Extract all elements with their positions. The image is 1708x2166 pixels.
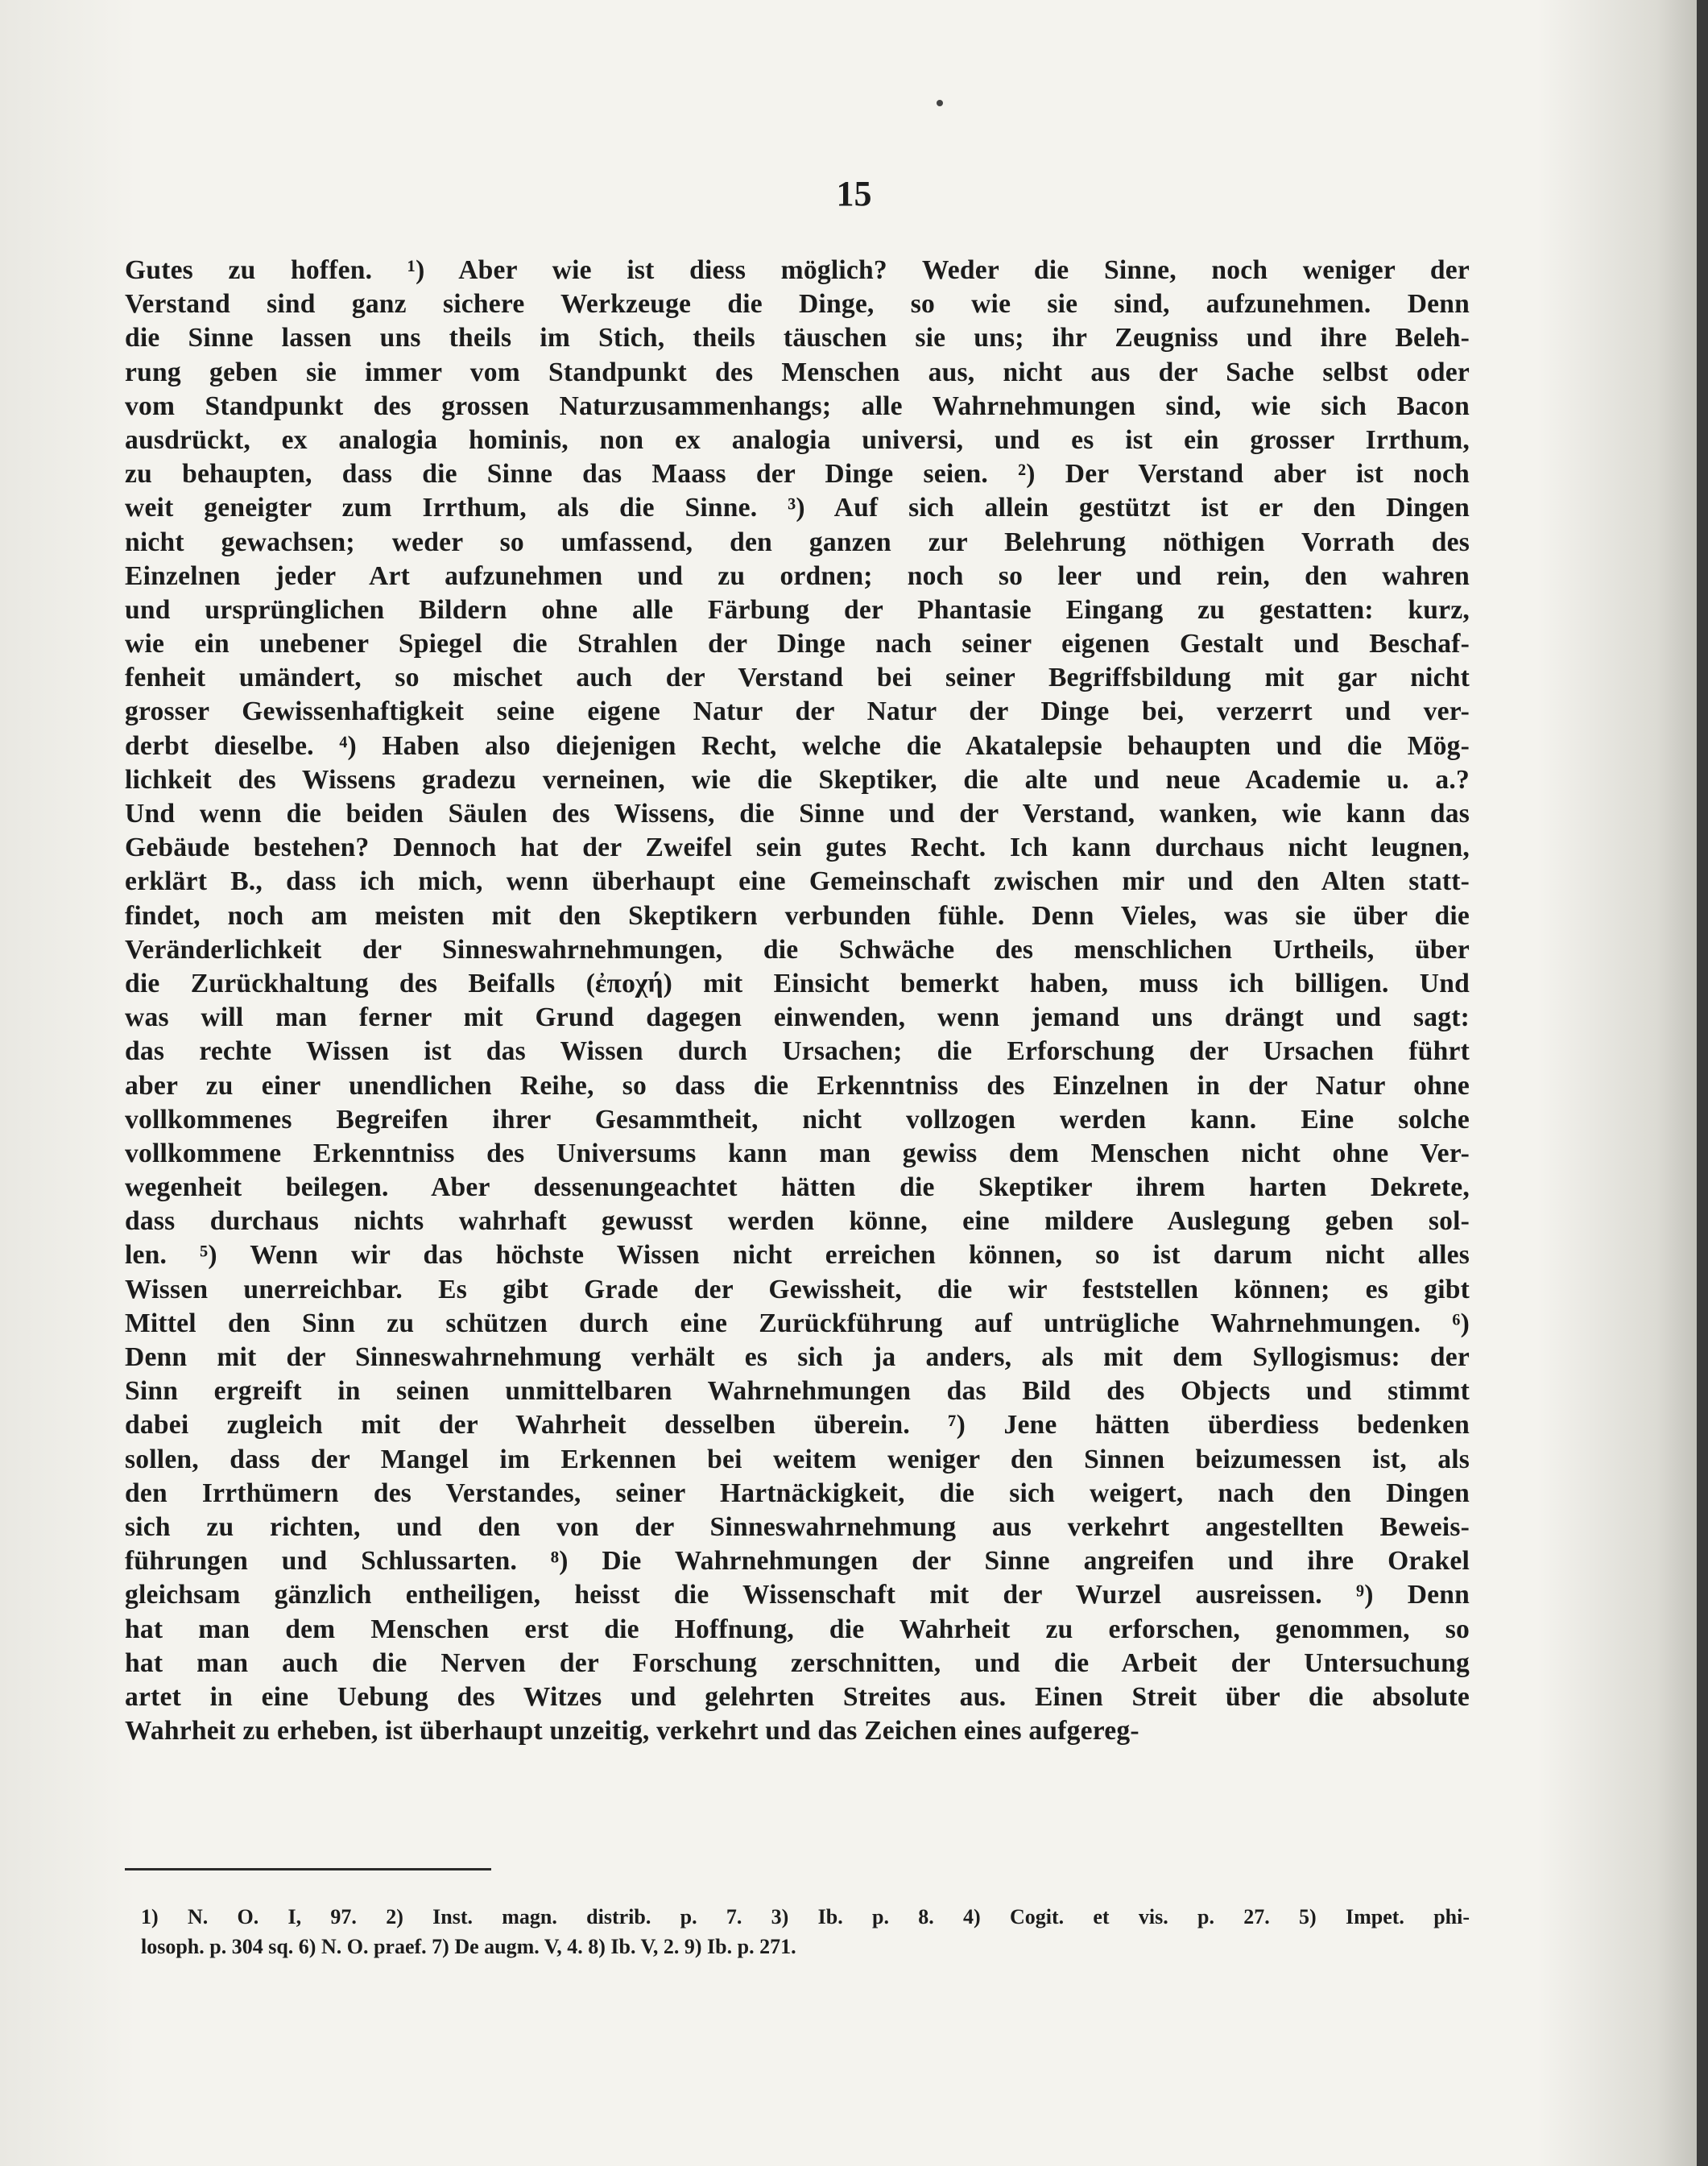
text-line: den Irrthümern des Verstandes, seiner Hartnäckigkeit, die sich weigert, nach den Dingen [125,1478,1470,1508]
text-line: Veränderlichkeit der Sinneswahrnehmungen, die Schwäche des menschlichen Urtheils, über [125,934,1470,965]
text-line: findet, noch am meisten mit den Skeptikern verbunden fühle. Denn Vieles, was sie über die [125,900,1470,931]
text-line: vollkommenes Begreifen ihrer Gesammtheit, nicht vollzogen werden kann. Eine solche [125,1104,1470,1135]
text-line: was will man ferner mit Grund dagegen einwenden, wenn jemand uns drängt und sagt: [125,1002,1470,1033]
text-line: dabei zugleich mit der Wahrheit desselben überein. ⁷) Jene hätten überdiess bedenken [125,1410,1470,1441]
text-line: artet in eine Uebung des Witzes und gelehrten Streites aus. Einen Streit über die absolute [125,1681,1470,1712]
text-line: Einzelnen jeder Art aufzunehmen und zu ordnen; noch so leer und rein, den wahren [125,560,1470,591]
text-line: weit geneigter zum Irrthum, als die Sinne. ³) Auf sich allein gestützt ist er den Dingen [125,493,1470,523]
text-line: zu behaupten, dass die Sinne das Maass der Dinge seien. ²) Der Verstand aber ist noch [125,459,1470,490]
text-line: ausdrückt, ex analogia hominis, non ex analogia universi, und es ist ein grosser Irrthum, [125,424,1470,455]
text-line: Verstand sind ganz sichere Werkzeuge die Dinge, so wie sie sind, aufzunehmen. Denn [125,289,1470,320]
text-line: vom Standpunkt des grossen Naturzusammenhangs; alle Wahrnehmungen sind, wie sich Bacon [125,391,1470,421]
text-line: hat man auch die Nerven der Forschung zerschnitten, und die Arbeit der Untersuchung [125,1647,1470,1678]
page-number: 15 [836,174,872,213]
text-line: wegenheit beilegen. Aber dessenungeachtet hätten die Skeptiker ihrem harten Dekrete, [125,1172,1470,1203]
text-line: aber zu einer unendlichen Reihe, so dass die Erkenntniss des Einzelnen in der Natur ohne [125,1070,1470,1101]
text-line: die Zurückhaltung des Beifalls (ἐποχή) mit Einsicht bemerkt haben, muss ich billigen. Und [125,968,1470,998]
text-line: und ursprünglichen Bildern ohne alle Färbung der Phantasie Eingang zu gestatten: kurz, [125,594,1470,625]
text-line: hat man dem Menschen erst die Hoffnung, die Wahrheit zu erforschen, genommen, so [125,1614,1470,1644]
text-line: fenheit umändert, so mischet auch der Verstand bei seiner Begriffsbildung mit gar nicht [125,663,1470,693]
text-line: das rechte Wissen ist das Wissen durch Ursachen; die Erforschung der Ursachen führt [125,1036,1470,1067]
text-line: dass durchaus nichts wahrhaft gewusst werden könne, eine mildere Auslegung geben sol- [125,1206,1470,1237]
text-line: die Sinne lassen uns theils im Stich, theils täuschen sie uns; ihr Zeugniss und ihre Beleh- [125,323,1470,353]
text-line: Wissen unerreichbar. Es gibt Grade der Gewissheit, die wir feststellen können; es gibt [125,1274,1470,1304]
text-line: Und wenn die beiden Säulen des Wissens, die Sinne und der Verstand, wanken, wie kann das [125,799,1470,829]
body-text [125,254,1470,1748]
text-line: rung geben sie immer vom Standpunkt des Menschen aus, nicht aus der Sache selbst oder [125,357,1470,387]
text-line: len. ⁵) Wenn wir das höchste Wissen nicht erreichen können, so ist darum nicht alles [125,1240,1470,1271]
text-line: nicht gewachsen; weder so umfassend, den ganzen zur Belehrung nöthigen Vorrath des [125,527,1470,557]
text-line: Gebäude bestehen? Dennoch hat der Zweifel sein gutes Recht. Ich kann durchaus nicht leugnen, [125,833,1470,863]
footnote-line: losoph. p. 304 sq. 6) N. O. praef. 7) De augm. V, 4. 8) Ib. V, 2. 9) Ib. p. 271. [141,1935,796,1958]
text-line: Sinn ergreift in seinen unmittelbaren Wahrnehmungen das Bild des Objects und stimmt [125,1376,1470,1407]
text-line: wie ein unebener Spiegel die Strahlen der Dinge nach seiner eigenen Gestalt und Beschaf- [125,629,1470,659]
text-line: gleichsam gänzlich entheiligen, heisst die Wissenschaft mit der Wurzel ausreissen. ⁹) Denn [125,1580,1470,1610]
text-line: derbt dieselbe. ⁴) Haben also diejenigen Recht, welche die Akatalepsie behaupten und die Mög- [125,730,1470,761]
text-line: Denn mit der Sinneswahrnehmung verhält es sich ja anders, als mit dem Syllogismus: der [125,1342,1470,1372]
text-line: Wahrheit zu erheben, ist überhaupt unzeitig, verkehrt und das Zeichen eines aufgereg- [125,1716,1139,1746]
footnotes [141,1902,1470,1961]
page-edge-shadow [1697,0,1708,2166]
text-line: grosser Gewissenhaftigkeit seine eigene Natur der Natur der Dinge bei, verzerrt und ver- [125,697,1470,727]
footnote-line: 1) N. O. I, 97. 2) Inst. magn. distrib. p. 7. 3) Ib. p. 8. 4) Cogit. et vis. p. 27. 5) Impet. phi- [141,1905,1470,1928]
footnote-rule [125,1868,491,1870]
text-line: Gutes zu hoffen. ¹) Aber wie ist diess möglich? Weder die Sinne, noch weniger der [125,255,1470,285]
text-line: vollkommene Erkenntniss des Universums kann man gewiss dem Menschen nicht ohne Ver- [125,1138,1470,1168]
text-line: sich zu richten, und den von der Sinneswahrnehmung aus verkehrt angestellten Beweis- [125,1511,1470,1542]
text-line: führungen und Schlussarten. ⁸) Die Wahrnehmungen der Sinne angreifen und ihre Orakel [125,1546,1470,1577]
text-line: erklärt B., dass ich mich, wenn überhaupt eine Gemeinschaft zwischen mir und den Alten statt- [125,866,1470,897]
print-speck [937,100,943,106]
text-line: lichkeit des Wissens gradezu verneinen, wie die Skeptiker, die alte und neue Academie u. a.? [125,764,1470,795]
text-line: sollen, dass der Mangel im Erkennen bei weitem weniger den Sinnen beizumessen ist, als [125,1444,1470,1474]
text-line: Mittel den Sinn zu schützen durch eine Zurückführung auf untrügliche Wahrnehmungen. ⁶) [125,1308,1470,1338]
